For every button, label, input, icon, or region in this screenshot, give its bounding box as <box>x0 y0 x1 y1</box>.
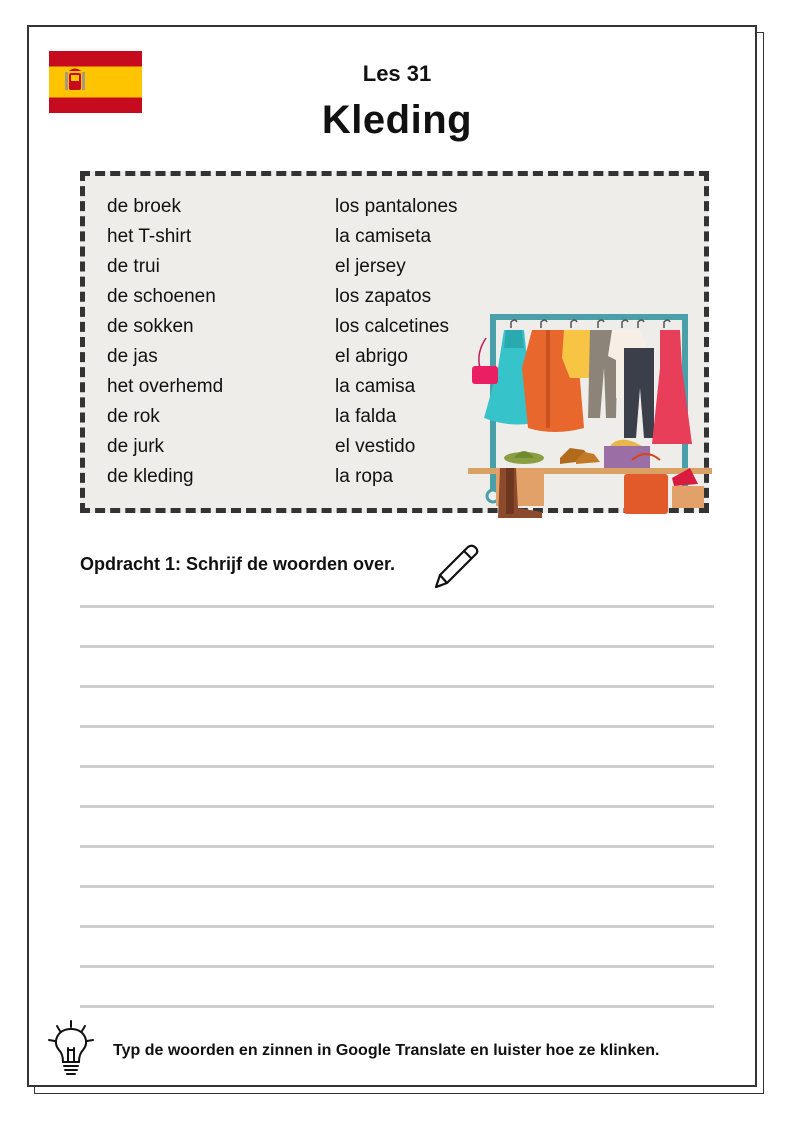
writing-line[interactable] <box>80 605 714 608</box>
footer-tip: Typ de woorden en zinnen in Google Translate en luister hoe ze klinken. <box>113 1042 660 1059</box>
writing-line[interactable] <box>80 925 714 928</box>
spanish-word: los zapatos <box>335 286 432 307</box>
writing-line[interactable] <box>80 965 714 968</box>
dutch-word: de jurk <box>107 436 165 457</box>
writing-line[interactable] <box>80 1005 714 1008</box>
spanish-word: el vestido <box>335 436 416 457</box>
exercise-instruction: Opdracht 1: Schrijf de woorden over. <box>80 554 396 574</box>
spanish-word: la camiseta <box>335 226 432 247</box>
pencil-icon <box>428 541 482 595</box>
dutch-word: de schoenen <box>107 286 216 307</box>
spanish-word: el abrigo <box>335 346 408 367</box>
writing-line[interactable] <box>80 765 714 768</box>
writing-line[interactable] <box>80 845 714 848</box>
writing-line[interactable] <box>80 805 714 808</box>
clothes-rack-illustration <box>466 308 714 518</box>
dutch-word: de rok <box>107 406 160 427</box>
dutch-word: de trui <box>107 256 160 277</box>
spanish-word: los calcetines <box>335 316 450 337</box>
spanish-word: la ropa <box>335 466 394 487</box>
dutch-word: de kleding <box>107 466 194 487</box>
writing-line[interactable] <box>80 885 714 888</box>
spanish-word: la camisa <box>335 376 416 397</box>
dutch-word: de jas <box>107 346 158 367</box>
dutch-word: de sokken <box>107 316 194 337</box>
writing-line[interactable] <box>80 725 714 728</box>
dutch-word: het overhemd <box>107 376 224 397</box>
spanish-word: los pantalones <box>335 196 458 217</box>
dutch-word: het T-shirt <box>107 226 192 247</box>
spanish-word: el jersey <box>335 256 406 277</box>
lesson-number: Les 31 <box>362 61 432 86</box>
lightbulb-icon <box>46 1018 96 1080</box>
writing-line[interactable] <box>80 685 714 688</box>
dutch-word: de broek <box>107 196 181 217</box>
spanish-word: la falda <box>335 406 397 427</box>
writing-line[interactable] <box>80 645 714 648</box>
page-title: Kleding <box>321 98 473 142</box>
